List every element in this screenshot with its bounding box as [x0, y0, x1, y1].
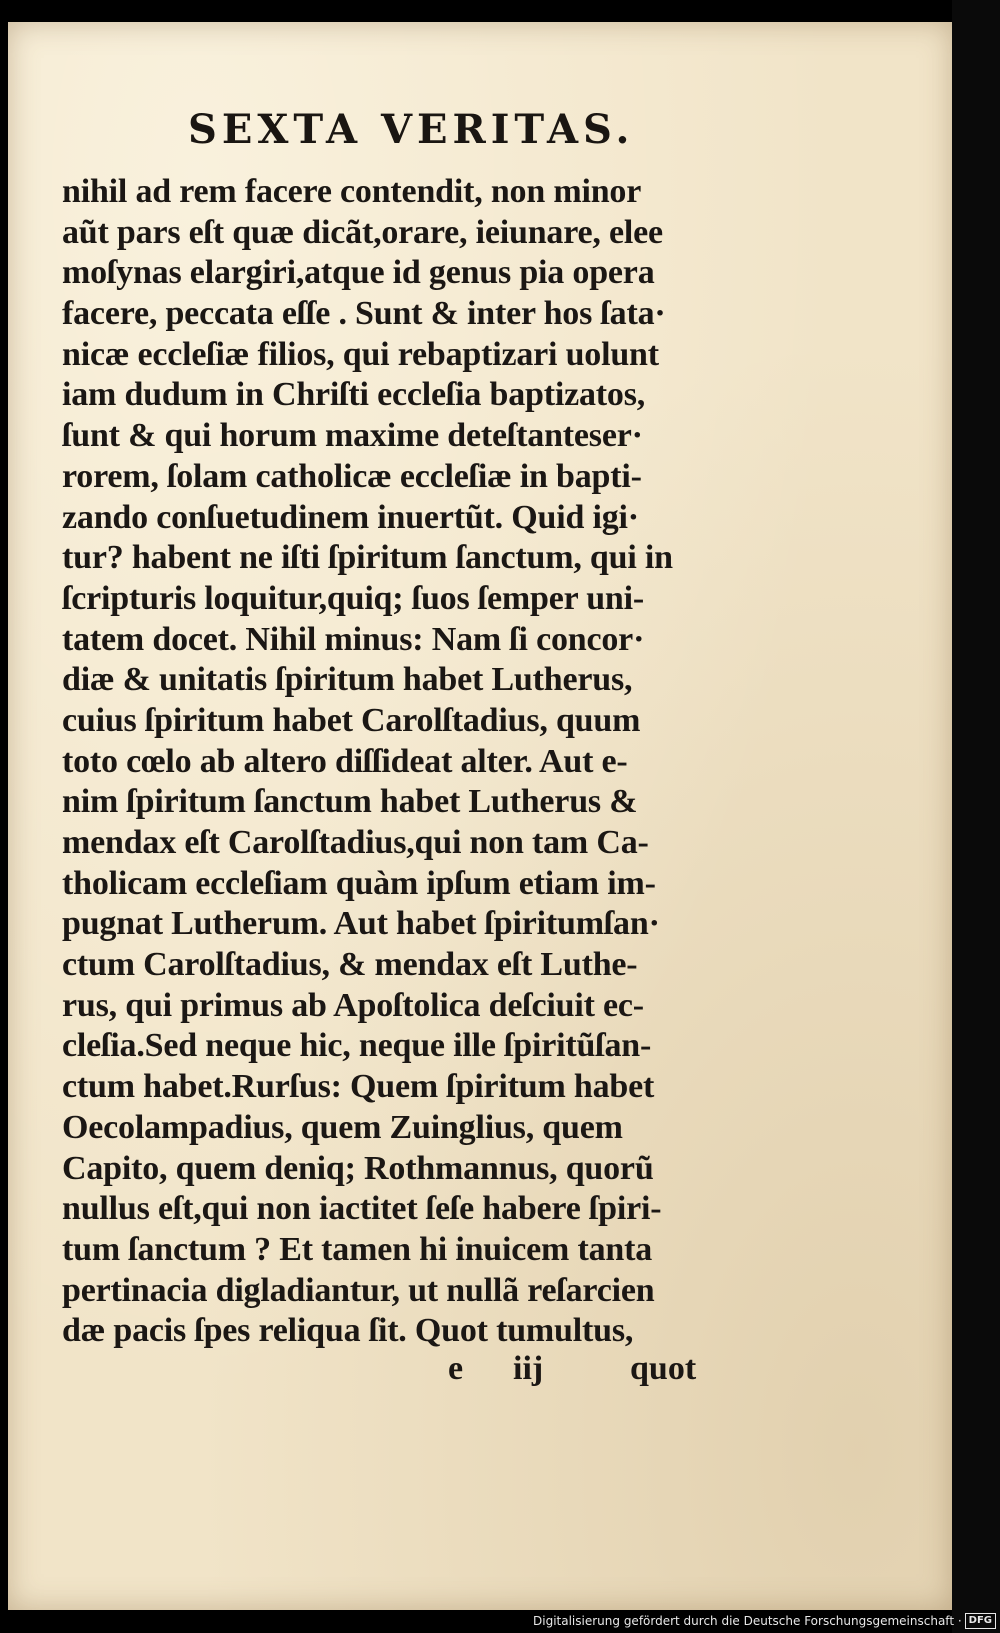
text-line: pertinacia digladiantur, ut nullã reſarcien [62, 1271, 655, 1309]
text-line: cleſia.Sed neque hic, neque ille ſpiritũſan- [62, 1027, 652, 1065]
text-line: moſynas elargiri,atque id genus pia opera [62, 254, 655, 292]
text-body [62, 172, 742, 1352]
catchword: quot [630, 1350, 697, 1387]
text-line: zando conſuetudinem inuertũt. Quid igi· [62, 498, 639, 536]
text-line: toto cœlo ab altero diſſideat alter. Aut e- [62, 742, 628, 780]
text-line: iam dudum in Chriſti eccleſia baptizatos, [62, 376, 646, 414]
digitization-credit [533, 1611, 996, 1631]
dark-margin-strip [952, 0, 1000, 1633]
text-line: dæ pacis ſpes reliqua ſit. Quot tumultus, [62, 1312, 634, 1350]
running-head: SEXTA VERITAS. [188, 106, 635, 153]
text-line: ctum habet.Rurſus: Quem ſpiritum habet [62, 1068, 655, 1106]
dfg-logo-icon: DFG [965, 1613, 996, 1629]
text-line: nihil ad rem facere contendit, non minor [62, 173, 642, 210]
text-line: diæ & unitatis ſpiritum habet Lutherus, [62, 661, 633, 699]
text-line: ſunt & qui horum maxime deteſtanteser· [62, 417, 643, 455]
text-line: pugnat Lutherum. Aut habet ſpiritumſan· [62, 905, 660, 943]
book-page [8, 22, 952, 1610]
text-line: nim ſpiritum ſanctum habet Lutherus & [62, 783, 638, 821]
text-line: Oecolampadius, quem Zuinglius, quem [62, 1108, 623, 1146]
credit-text: Digitalisierung gefördert durch die Deutsche Forschungsgemeinschaft · [533, 1614, 962, 1628]
text-line: nullus eſt,qui non iactitet ſeſe habere ſpiri- [62, 1190, 662, 1228]
text-line: rorem, ſolam catholicæ eccleſiæ in bapti- [62, 457, 642, 495]
text-line: tatem docet. Nihil minus: Nam ſi concor· [62, 620, 645, 658]
text-line: tum ſanctum ? Et tamen hi inuicem tanta [62, 1230, 653, 1268]
text-line: cuius ſpiritum habet Carolſtadius, quum [62, 701, 641, 739]
signature-number: iij [513, 1350, 544, 1387]
text-line: aũt pars eſt quæ dicãt,orare, ieiunare, elee [62, 213, 663, 251]
text-line: ſcripturis loquitur,quiq; ſuos ſemper uni- [62, 579, 645, 617]
text-line: facere, peccata eſſe . Sunt & inter hos ſata· [62, 295, 666, 333]
text-line: tholicam eccleſiam quàm ipſum etiam im- [62, 864, 656, 902]
text-line: ctum Carolſtadius, & mendax eſt Luthe- [62, 946, 638, 984]
text-line: nicæ eccleſiæ filios, qui rebaptizari uolunt [62, 335, 659, 373]
text-line: rus, qui primus ab Apoſtolica deſciuit ec- [62, 986, 644, 1024]
signature-line [8, 1350, 952, 1394]
text-line: mendax eſt Carolſtadius,qui non tam Ca- [62, 824, 649, 861]
signature-mark: e [448, 1350, 464, 1387]
text-line: Capito, quem deniq; Rothmannus, quorũ [62, 1149, 654, 1187]
text-line: tur? habent ne iſti ſpiritum ſanctum, qui in [62, 539, 673, 577]
